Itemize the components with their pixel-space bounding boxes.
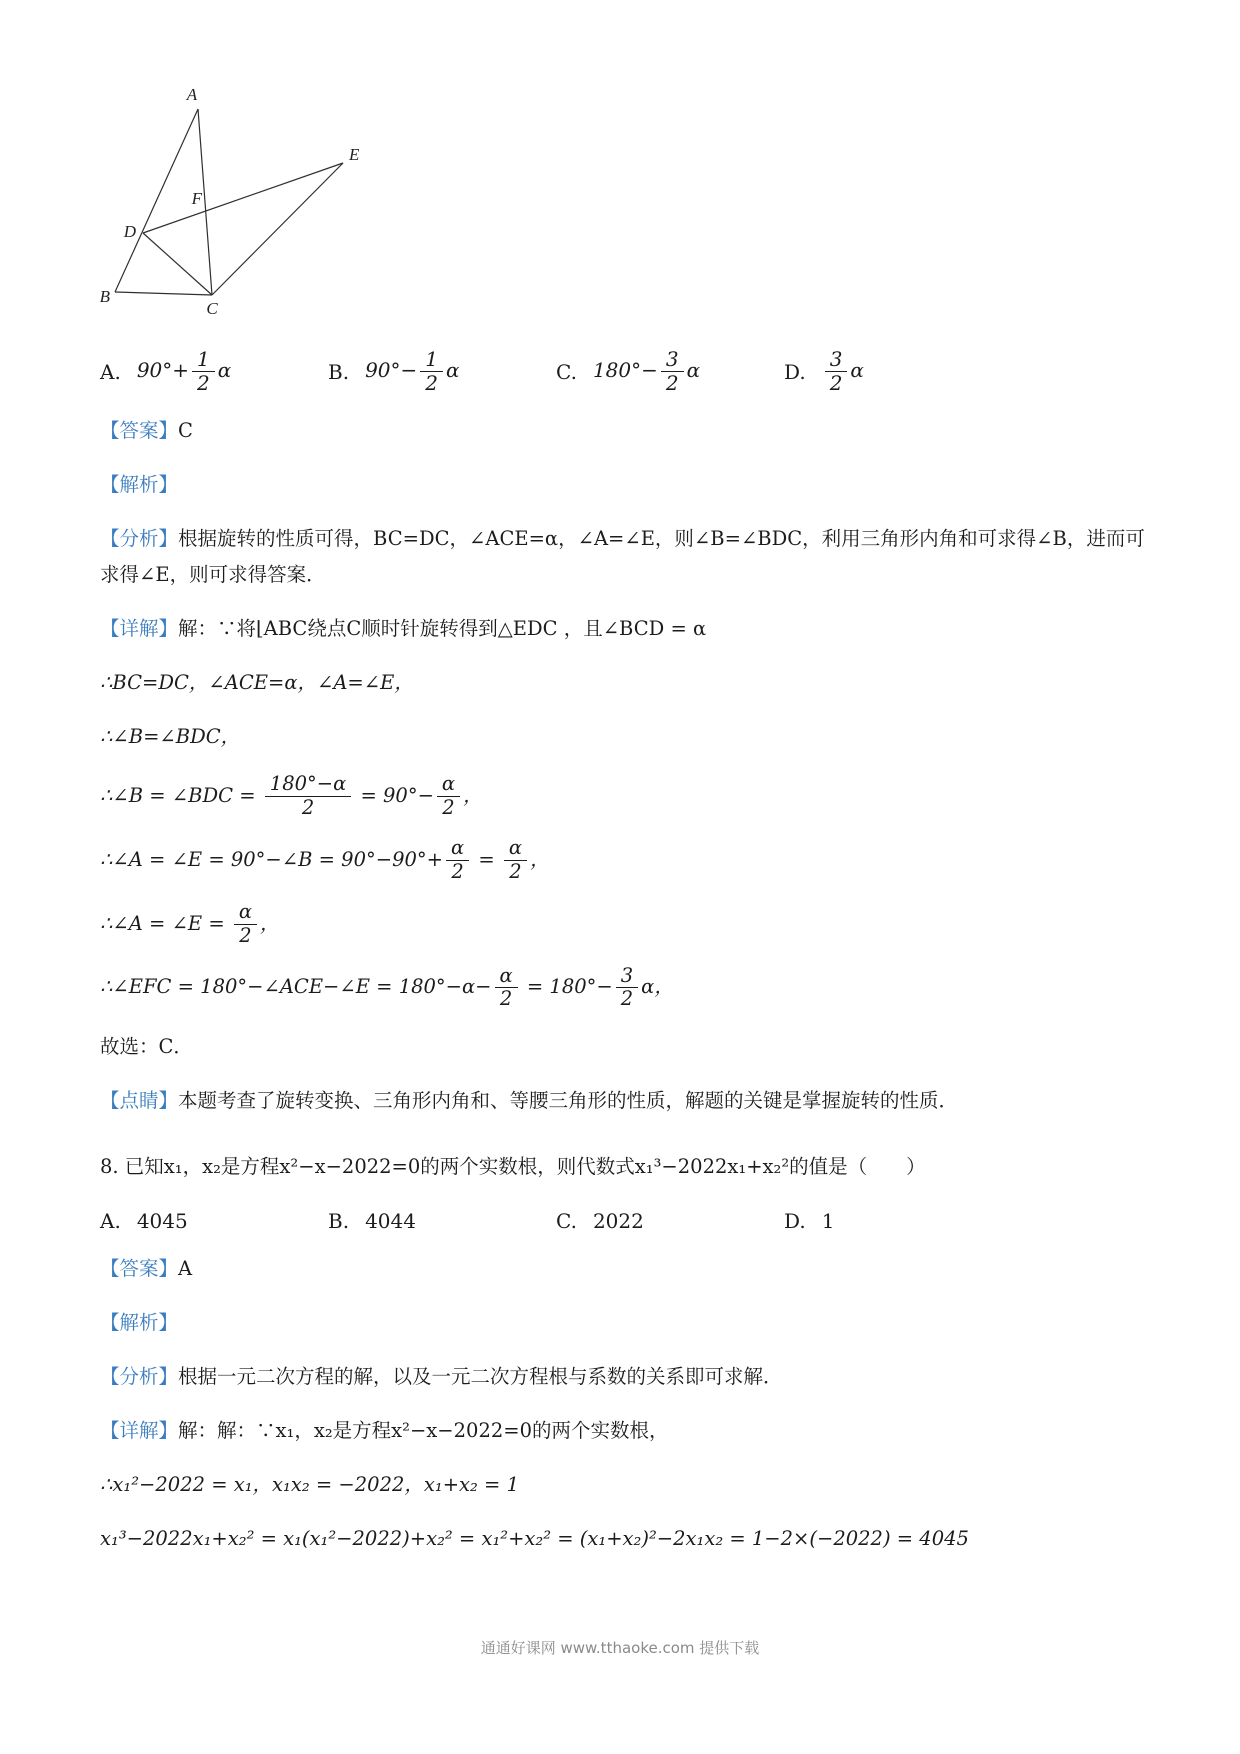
q7-option-b	[328, 348, 556, 395]
detail-text: ∴∠EFC = 180°−∠ACE−∠E = 180°−α− $\frac{\alpha}{2}$ = 180°− $\frac{3}{2}$ α，	[100, 963, 674, 1011]
q8-detail-line-3	[100, 1521, 1145, 1557]
q7-conclusion	[100, 1029, 1145, 1065]
option-label: D.	[784, 1209, 806, 1233]
q7-options-row	[100, 348, 1145, 395]
option-value: 4044	[365, 1209, 416, 1233]
geometry-figure	[100, 82, 390, 324]
conclusion-text: 故选：C．	[100, 1034, 193, 1058]
fenxi-tag: 【分析】	[100, 527, 179, 551]
q8-option-c	[556, 1209, 784, 1233]
dianjing-tag: 【点睛】	[100, 1088, 179, 1112]
detail-text: ∴∠A = ∠E = $\frac{\alpha}{2}$ ，	[100, 900, 280, 947]
q7-option-a	[100, 348, 328, 395]
page-footer: 通通好课网 www.tthaoke.com 提供下载	[480, 1639, 760, 1657]
option-label: B.	[328, 1209, 350, 1233]
q7-detail-line-2	[100, 665, 1145, 701]
q7-detail-line-6	[100, 901, 1145, 947]
option-value: 2022	[592, 1209, 644, 1233]
document-content	[100, 82, 1145, 1557]
q7-detail-line-1	[100, 611, 1145, 647]
option-value: $\frac{3}{2}$ α	[822, 348, 864, 395]
q7-detail-line-4	[100, 773, 1145, 819]
detail-text: ∴∠A = ∠E = 90°−∠B = 90°−90°+ $\frac{\alpha}{2}$ = $\frac{\alpha}{2}$ ，	[100, 836, 550, 883]
option-value: 1	[821, 1209, 835, 1233]
q7-detail-line-5	[100, 837, 1145, 883]
option-value: 90°− $\frac{1}{2}$ α	[365, 347, 460, 395]
figure-label-d: D	[123, 222, 136, 241]
q8-fenxi	[100, 1359, 1145, 1395]
q8-option-a	[100, 1209, 328, 1233]
option-label: A.	[100, 1209, 121, 1233]
fenxi-text: 根据一元二次方程的解，以及一元二次方程根与系数的关系即可求解．	[178, 1365, 783, 1389]
q8-stem	[100, 1149, 1145, 1185]
option-label: A.	[100, 359, 121, 384]
option-label: D.	[784, 359, 806, 384]
fenxi-tag: 【分析】	[100, 1365, 179, 1389]
option-value: 4045	[136, 1209, 188, 1233]
jiexi-tag: 【解析】	[100, 1311, 179, 1335]
option-label: B.	[328, 359, 350, 384]
option-label: C.	[556, 359, 577, 384]
xiangjie-tag: 【详解】	[100, 1419, 179, 1443]
answer-tag: 【答案】	[100, 1257, 179, 1280]
q8-detail-line-1	[100, 1413, 1145, 1449]
detail-text: 解：解：∵x₁，x₂是方程x²−x−2022=0的两个实数根，	[178, 1419, 669, 1443]
q8-detail-line-2	[100, 1467, 1145, 1503]
q8-option-b	[328, 1209, 556, 1233]
q8-options-row	[100, 1209, 1145, 1233]
jiexi-tag: 【解析】	[100, 473, 179, 497]
q7-fenxi	[100, 521, 1145, 593]
q8-answer	[100, 1251, 1145, 1287]
figure-label-e: E	[349, 145, 360, 164]
q7-dianjing	[100, 1083, 1145, 1119]
q7-jiexi	[100, 467, 1145, 503]
q7-answer	[100, 413, 1145, 449]
fenxi-text: 根据旋转的性质可得，BC=DC，∠ACE=α，∠A=∠E，则∠B=∠BDC，利用三角形内角和可求得∠B，进而可求得∠E，则可求得答案．	[100, 527, 1145, 587]
option-label: C.	[556, 1209, 577, 1233]
answer-value: A	[178, 1257, 193, 1280]
q7-option-c	[556, 348, 784, 395]
option-value: 180°− $\frac{3}{2}$ α	[592, 347, 701, 395]
answer-tag: 【答案】	[100, 419, 179, 442]
q7-detail-line-7	[100, 965, 1145, 1011]
xiangjie-tag: 【详解】	[100, 617, 179, 641]
figure-lines	[115, 109, 343, 295]
figure-label-c: C	[206, 299, 218, 318]
figure-label-b: B	[100, 287, 110, 306]
q7-detail-line-3	[100, 719, 1145, 755]
stem-text: 8. 已知x₁，x₂是方程x²−x−2022=0的两个实数根，则代数式x₁³−2022x₁+x₂²的值是（ ）	[100, 1154, 926, 1178]
detail-text: ∴x₁²−2022 = x₁，x₁x₂ = −2022，x₁+x₂ = 1	[100, 1473, 519, 1497]
detail-text: x₁³−2022x₁+x₂² = x₁(x₁²−2022)+x₂² = x₁²+x₂² = (x₁+x₂)²−2x₁x₂ = 1−2×(−2022) = 4045	[100, 1527, 969, 1551]
q8-jiexi	[100, 1305, 1145, 1341]
figure-label-f: F	[191, 189, 202, 208]
detail-text: 解：∵将⌊ABC绕点C顺时针旋转得到△EDC ，且∠BCD = α	[178, 617, 707, 641]
detail-text: ∴BC=DC，∠ACE=α，∠A=∠E，	[100, 671, 414, 695]
q8-option-d	[784, 1209, 834, 1233]
detail-text: ∴∠B=∠BDC，	[100, 725, 241, 749]
answer-value: C	[178, 419, 193, 442]
detail-text: ∴∠B = ∠BDC = $\frac{180^\circ-\alpha}{2}$ = 90°− $\frac{\alpha}{2}$ ，	[100, 772, 483, 819]
dianjing-text: 本题考查了旋转变换、三角形内角和、等腰三角形的性质，解题的关键是掌握旋转的性质．	[178, 1088, 959, 1112]
figure-label-a: A	[186, 85, 198, 104]
q7-option-d	[784, 348, 864, 395]
option-value: 90°+ $\frac{1}{2}$ α	[136, 347, 232, 395]
